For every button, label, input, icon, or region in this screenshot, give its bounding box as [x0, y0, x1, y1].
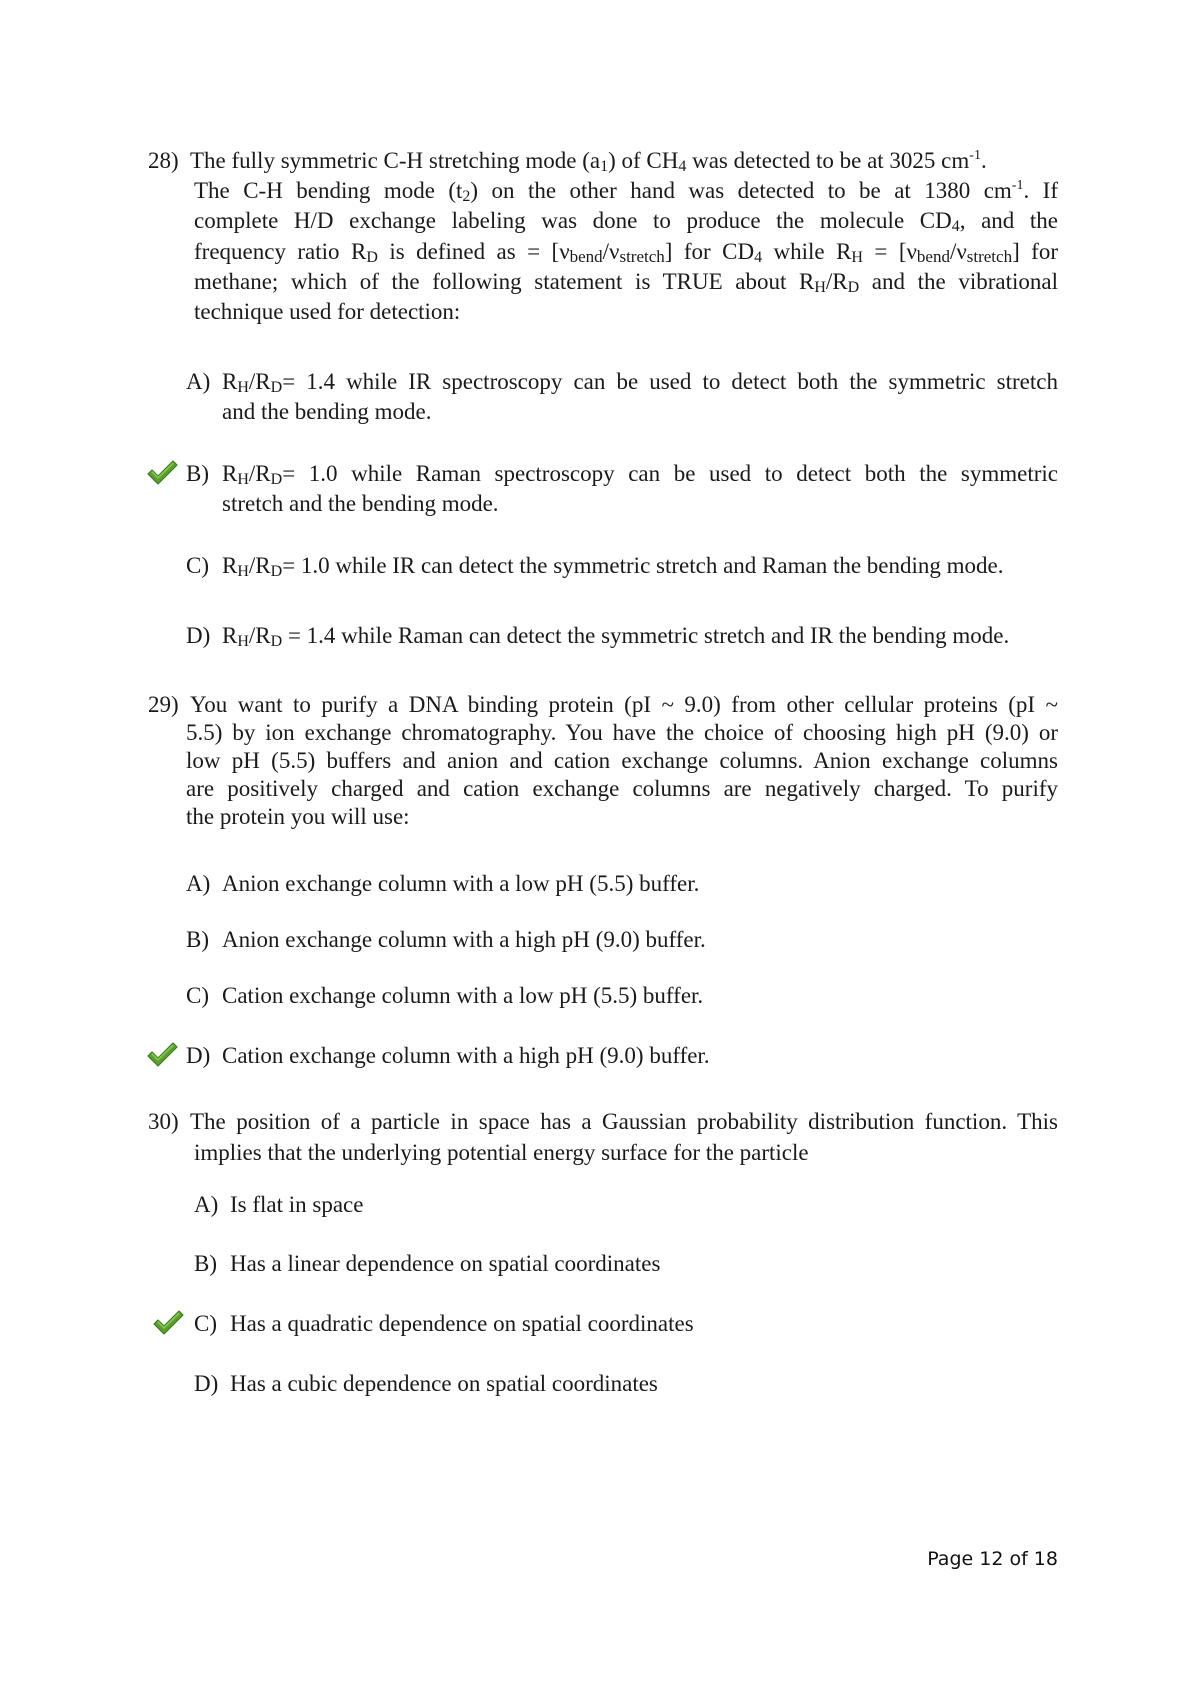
option-letter: D) — [186, 623, 211, 648]
question-text-line: methane; which of the following statement is TRUE about $R_H/R_D$ and the vibrational — [194, 269, 1058, 296]
question-number: 29) — [148, 692, 179, 717]
question-number: 30) — [148, 1109, 179, 1134]
option-text: Is flat in space — [230, 1192, 364, 1217]
option-text: Anion exchange column with a low pH (5.5) buffer. — [222, 871, 700, 896]
page-number-footer: Page 12 of 18 — [927, 1548, 1058, 1570]
checkmark-icon — [146, 459, 178, 487]
question-text-line: You want to purify a DNA binding protein (pI ~ 9.0) from other cellular proteins (pI ~ — [190, 692, 1058, 717]
option-text: $R_H/R_D= 1.4$ while IR spectroscopy can be used to detect both the symmetric stretch — [222, 369, 1058, 396]
option-text: Has a linear dependence on spatial coordinates — [230, 1251, 661, 1276]
option-text: Has a cubic dependence on spatial coordinates — [230, 1371, 658, 1396]
option-letter: D) — [186, 1043, 211, 1068]
option-text: and the bending mode. — [222, 399, 432, 424]
option-text: Anion exchange column with a high pH (9.0) buffer. — [222, 927, 706, 952]
checkmark-icon — [146, 1041, 178, 1069]
option-text: Cation exchange column with a high pH (9.0) buffer. — [222, 1043, 710, 1068]
question-text-line: technique used for detection: — [194, 299, 461, 324]
option-text: $R_H/R_D = 1.4$ while Raman can detect the symmetric stretch and IR the bending mode. — [222, 623, 1010, 650]
option-letter: A) — [186, 871, 211, 896]
option-letter: B) — [194, 1251, 217, 1276]
option-letter: A) — [194, 1192, 219, 1217]
option-text: $R_H/R_D= 1.0$ while Raman spectroscopy can be used to detect both the symmetric — [222, 461, 1058, 488]
option-letter: B) — [186, 461, 209, 486]
question-text-line: implies that the underlying potential energy surface for the particle — [194, 1140, 809, 1165]
question-text-line: the protein you will use: — [186, 804, 410, 829]
question-text-line: The position of a particle in space has a Gaussian probability distribution function. This — [190, 1109, 1058, 1134]
option-text: Cation exchange column with a low pH (5.5) buffer. — [222, 983, 704, 1008]
question-text-line: frequency ratio $R_D$ is defined as = $[\nu_{bend}/\nu_{stretch}]$ for $CD_4$ while $R_H = [\nu_{bend}/\nu_{stretch}]$ for — [194, 239, 1058, 266]
question-text-line: are positively charged and cation exchange columns are negatively charged. To purify — [186, 776, 1058, 801]
option-letter: A) — [186, 369, 211, 394]
question-text-line: The fully symmetric C-H stretching mode $(a_1)$ of $CH_4$ was detected to be at 3025 $cm^{-1}$. — [190, 148, 987, 175]
option-text: stretch and the bending mode. — [222, 491, 499, 516]
option-letter: B) — [186, 927, 209, 952]
option-text: $R_H/R_D= 1.0$ while IR can detect the symmetric stretch and Raman the bending mode. — [222, 553, 1004, 580]
option-letter: D) — [194, 1371, 219, 1396]
question-text-line: The C-H bending mode $(t_2)$ on the other hand was detected to be at 1380 $cm^{-1}$. If — [194, 178, 1058, 205]
option-text: Has a quadratic dependence on spatial coordinates — [230, 1311, 694, 1336]
option-letter: C) — [194, 1311, 217, 1336]
question-number: 28) — [148, 148, 179, 173]
option-letter: C) — [186, 983, 209, 1008]
option-letter: C) — [186, 553, 209, 578]
question-text-line: low pH (5.5) buffers and anion and cation exchange columns. Anion exchange columns — [186, 748, 1058, 773]
checkmark-icon — [152, 1309, 184, 1337]
question-text-line: complete H/D exchange labeling was done to produce the molecule $CD_4$, and the — [194, 208, 1058, 235]
question-text-line: 5.5) by ion exchange chromatography. You have the choice of choosing high pH (9.0) or — [186, 720, 1058, 745]
